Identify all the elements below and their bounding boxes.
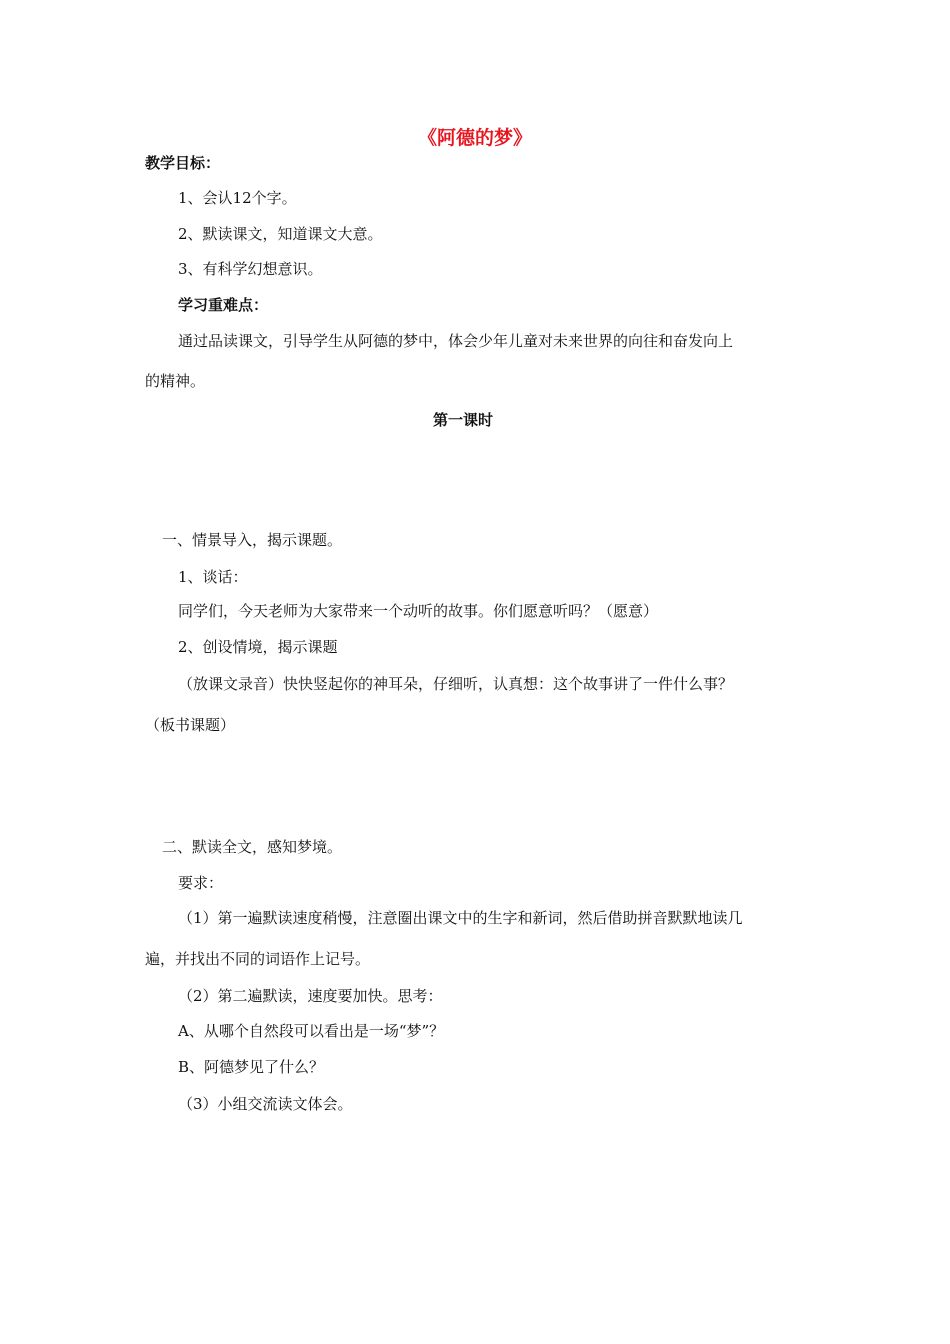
section-2-heading: 二、默读全文，感知梦境。 xyxy=(162,838,343,856)
objective-item-3: 3、有科学幻想意识。 xyxy=(178,260,323,278)
section-2-req-1-line-1: （1）第一遍默读速度稍慢，注意圈出课文中的生字和新词，然后借助拼音默默地读几 xyxy=(178,909,743,927)
section-2-req-1-line-2: 遍，并找出不同的词语作上记号。 xyxy=(145,950,371,968)
section-1-item-2-text-line-1: （放课文录音）快快竖起你的神耳朵，仔细听，认真想：这个故事讲了一件什么事？ xyxy=(178,675,734,693)
objective-item-2: 2、默读课文，知道课文大意。 xyxy=(178,225,383,243)
section-1-heading: 一、情景导入，揭示课题。 xyxy=(162,531,343,549)
section-2-req-3: （3）小组交流读文体会。 xyxy=(178,1095,353,1113)
objectives-heading: 教学目标： xyxy=(145,154,221,172)
key-points-heading: 学习重难点： xyxy=(178,296,269,314)
objective-item-1: 1、会认12个字。 xyxy=(178,189,297,207)
section-2-question-b: B、阿德梦见了什么？ xyxy=(178,1058,325,1076)
section-1-item-1-text: 同学们，今天老师为大家带来一个动听的故事。你们愿意听吗？（愿意） xyxy=(178,602,659,620)
lesson-heading: 第一课时 xyxy=(432,411,493,429)
section-1-item-2-text-line-2: （板书课题） xyxy=(145,716,236,734)
section-1-item-1: 1、谈话： xyxy=(178,568,248,586)
document-title: 《阿德的梦》 xyxy=(417,127,532,149)
key-points-text-line-2: 的精神。 xyxy=(145,372,206,390)
key-points-text-line-1: 通过品读课文，引导学生从阿德的梦中，体会少年儿童对未来世界的向往和奋发向上 xyxy=(178,332,734,350)
section-2-requirement: 要求： xyxy=(178,874,224,892)
section-2-question-a: A、从哪个自然段可以看出是一场“梦”？ xyxy=(178,1022,445,1040)
section-2-req-2: （2）第二遍默读，速度要加快。思考： xyxy=(178,987,443,1005)
section-1-item-2: 2、创设情境，揭示课题 xyxy=(178,638,338,656)
